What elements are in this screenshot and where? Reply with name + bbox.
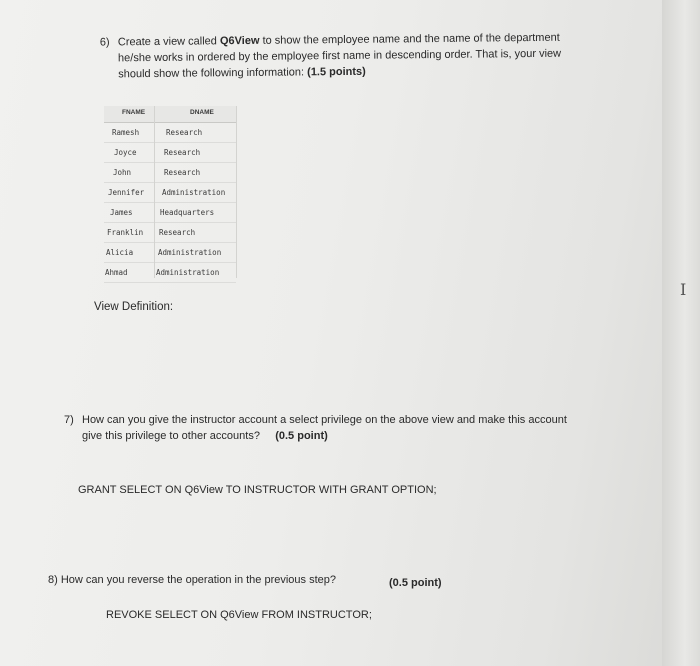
cell-fname: Franklin: [107, 228, 144, 237]
question-7-answer: GRANT SELECT ON Q6View TO INSTRUCTOR WITH GRANT OPTION;: [78, 484, 437, 496]
cell-fname: Joyce: [114, 148, 137, 157]
question-8-number: 8): [48, 574, 58, 586]
question-6-points: (1.5 points): [307, 65, 366, 79]
cell-fname: Ahmad: [105, 268, 128, 277]
question-6-text-post: to show the employee name and the name of the department he/she works in ordered by the employee first name in descending order. That is, your view should show the following information:: [117, 31, 562, 81]
cell-dname: Administration: [162, 188, 226, 197]
cell-fname: John: [113, 168, 132, 177]
view-definition-label: View Definition:: [94, 301, 174, 313]
cell-dname: Research: [164, 168, 201, 177]
cell-dname: Research: [164, 148, 201, 157]
table-body: [104, 123, 236, 283]
table-row: [104, 203, 236, 223]
cell-fname: Jennifer: [108, 188, 145, 197]
question-6: [100, 29, 580, 82]
cell-fname: Ramesh: [112, 128, 140, 137]
table-right-border: [236, 106, 237, 278]
cell-dname: Research: [159, 228, 196, 237]
table-row: [104, 223, 236, 243]
question-6-text-pre: Create a view called: [117, 35, 221, 49]
table-row: [104, 143, 236, 163]
column-header-fname: FNAME: [122, 109, 146, 116]
cell-dname: Research: [166, 128, 203, 137]
cell-fname: James: [110, 208, 133, 217]
text-cursor-icon: I: [680, 280, 687, 299]
table-row: [104, 163, 236, 183]
question-8: [48, 572, 568, 588]
cell-dname: Administration: [158, 248, 222, 257]
table-header: [104, 106, 236, 123]
table-row: [104, 183, 236, 203]
question-8-answer: REVOKE SELECT ON Q6View FROM INSTRUCTOR;: [106, 609, 372, 621]
employee-department-table: [104, 106, 236, 283]
cell-fname: Alicia: [106, 248, 134, 257]
question-7-text: How can you give the instructor account a select privilege on the above view and make this account give this privilege to other accounts?: [82, 414, 567, 442]
table-row: [104, 263, 236, 283]
question-7-number: 7): [64, 414, 74, 426]
question-8-points: (0.5 point): [389, 577, 442, 589]
question-6-number: 6): [99, 36, 110, 49]
table-row: [104, 123, 236, 143]
question-7-points: (0.5 point): [275, 430, 328, 442]
question-8-text: How can you reverse the operation in the previous step?: [60, 574, 337, 586]
table-row: [104, 243, 236, 263]
page-edge-shadow: [662, 0, 700, 666]
cell-dname: Administration: [156, 268, 220, 277]
column-header-dname: DNAME: [190, 109, 214, 116]
column-divider: [154, 106, 155, 278]
question-7: [64, 412, 584, 444]
cell-dname: Headquarters: [160, 208, 215, 217]
question-6-view-name: Q6View: [219, 34, 260, 48]
